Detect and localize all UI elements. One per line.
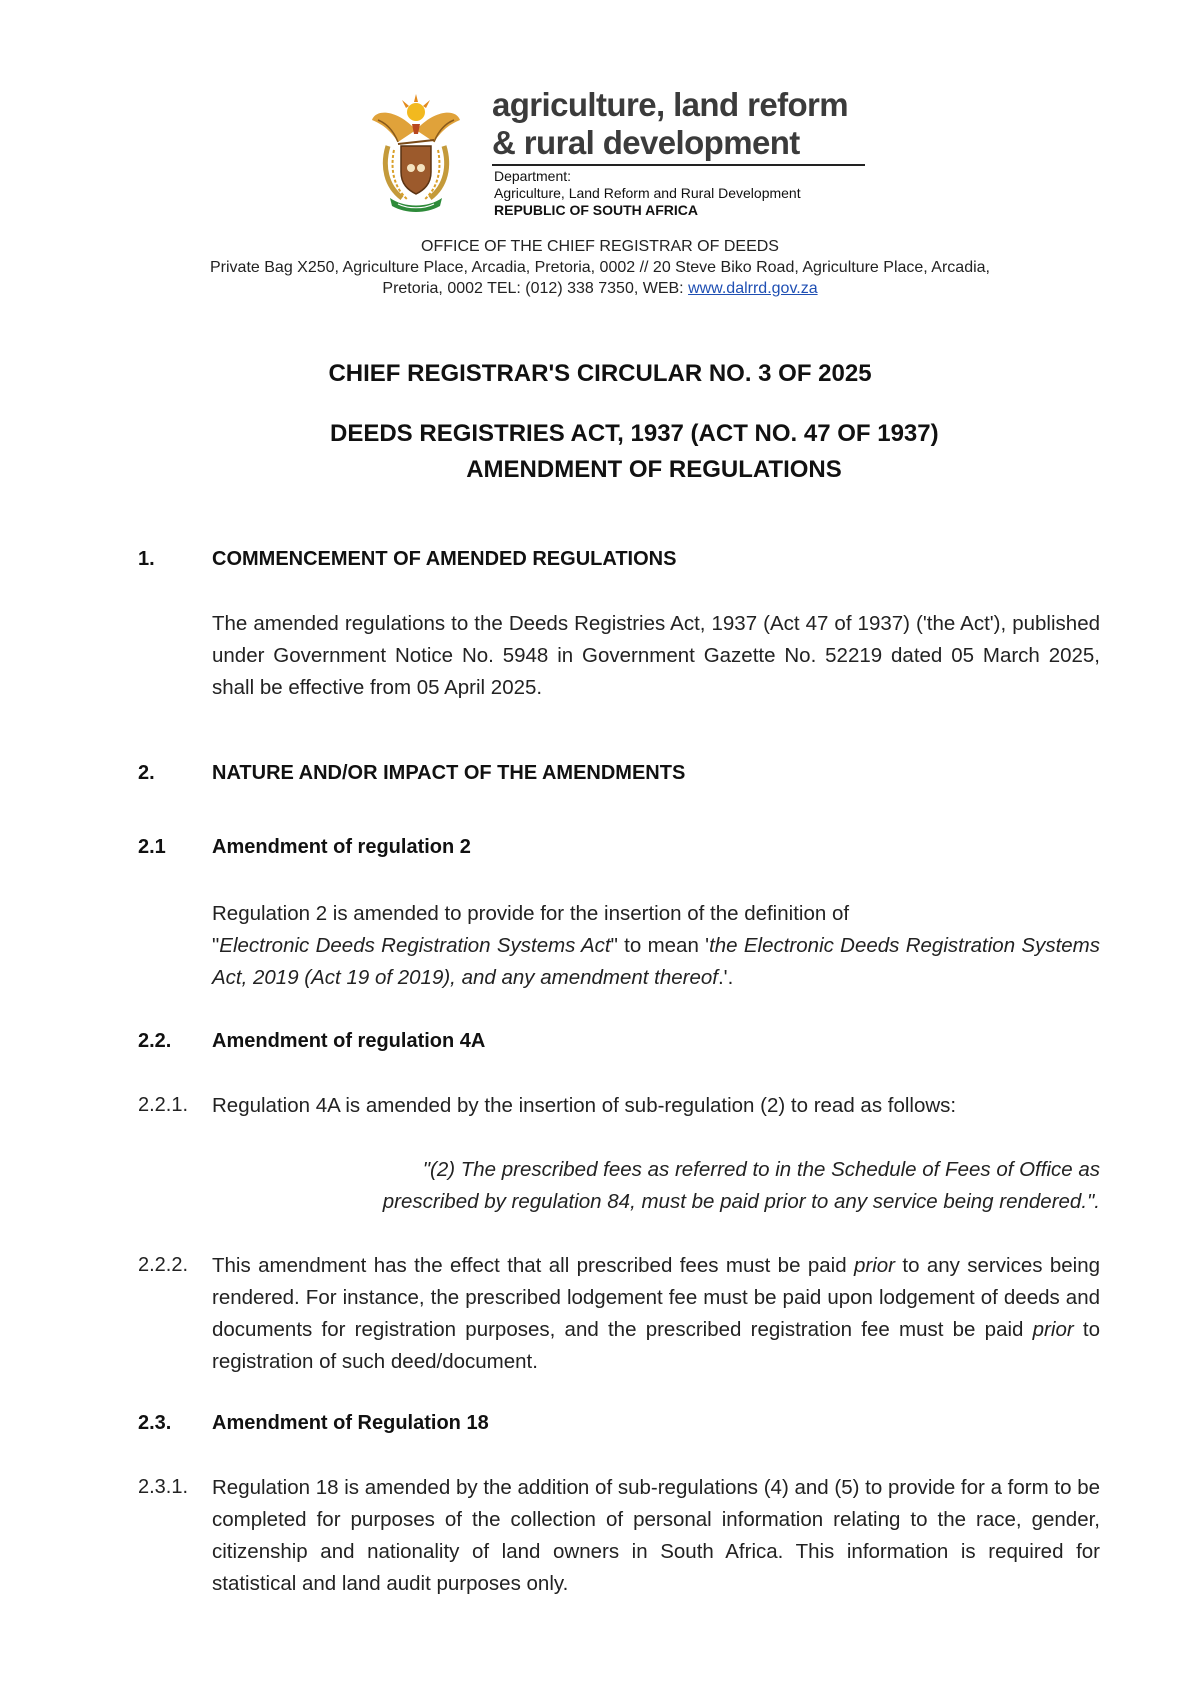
paragraph-number: 2.2.2. bbox=[138, 1254, 189, 1276]
defined-term: Electronic Deeds Registration Systems Act bbox=[219, 934, 611, 957]
circular-title: CHIEF REGISTRAR'S CIRCULAR NO. 3 OF 2025 bbox=[328, 360, 872, 387]
subject-title: AMENDMENT OF REGULATIONS bbox=[466, 456, 842, 483]
subsection-number: 2.1 bbox=[138, 836, 166, 858]
paragraph-number: 2.3.1. bbox=[138, 1476, 189, 1498]
quote-mark: " bbox=[212, 934, 220, 957]
quoted-regulation-line-1: "(2) The prescribed fees as referred to in the Schedule of Fees of Office as bbox=[422, 1158, 1100, 1181]
definition-text: the Electronic Deeds Registration Systems Act, 2019 (Act 19 of 2019), and any amendment thereof bbox=[212, 934, 1101, 989]
subsection-heading: Amendment of regulation 2 bbox=[212, 836, 471, 858]
act-title: DEEDS REGISTRIES ACT, 1937 (ACT NO. 47 OF 1937) bbox=[330, 420, 939, 447]
section-number: 1. bbox=[138, 548, 155, 570]
paragraph-body: Regulation 18 is amended by the addition of sub-regulations (4) and (5) to provide for a form to be completed for purposes of the collection of personal information relating to the race, gender, citizenship and nationality of land owners in South Africa. This information is required for statistical and land audit purposes only. bbox=[212, 1476, 1100, 1595]
coat-of-arms-icon bbox=[368, 90, 464, 216]
website-link[interactable]: www.dalrrd.gov.za bbox=[688, 280, 818, 297]
department-label: Department: bbox=[494, 168, 572, 184]
country-name: REPUBLIC OF SOUTH AFRICA bbox=[494, 202, 699, 218]
paragraph-text: This amendment has the effect that all prescribed fees must be paid bbox=[212, 1254, 854, 1277]
paragraph-text: to any services being rendered. For instance, the prescribed lodgement fee must be paid upon lodgement of deeds and documents for registration purposes, and the prescribed registration fee must be paid bbox=[212, 1254, 1100, 1341]
subsection-heading: Amendment of regulation 4A bbox=[212, 1030, 486, 1052]
emphasis-prior: prior bbox=[853, 1254, 895, 1277]
subsection-body bbox=[212, 930, 1100, 994]
section-heading: NATURE AND/OR IMPACT OF THE AMENDMENTS bbox=[212, 762, 686, 784]
quoted-regulation bbox=[222, 1154, 1100, 1218]
subsection-body-line: Regulation 2 is amended to provide for the insertion of the definition of bbox=[212, 902, 850, 925]
letterhead-divider bbox=[492, 164, 865, 166]
subsection-number: 2.3. bbox=[138, 1412, 172, 1434]
paragraph-text: to registration of such deed/document. bbox=[212, 1318, 1100, 1373]
section-body: The amended regulations to the Deeds Registries Act, 1937 (Act 47 of 1937) ('the Act'), published under Government Notice No. 5948 in Government Gazette No. 52219 dated 05 March 2025, shall be effective from 05 April 2025. bbox=[212, 612, 1100, 699]
office-address-line-2 bbox=[0, 278, 1200, 299]
paragraph-body bbox=[212, 1250, 1100, 1378]
definition-connector: " to mean ' bbox=[610, 934, 710, 957]
subsection-number: 2.2. bbox=[138, 1030, 172, 1052]
office-name: OFFICE OF THE CHIEF REGISTRAR OF DEEDS bbox=[421, 238, 779, 255]
paragraph-body: Regulation 4A is amended by the insertion of sub-regulation (2) to read as follows: bbox=[212, 1094, 957, 1117]
office-contact-text: Pretoria, 0002 TEL: (012) 338 7350, WEB: bbox=[382, 280, 689, 297]
department-name: Agriculture, Land Reform and Rural Development bbox=[494, 185, 801, 201]
department-brand-line-1: agriculture, land reform bbox=[492, 86, 849, 123]
paragraph-number: 2.2.1. bbox=[138, 1094, 189, 1116]
emphasis-prior: prior bbox=[1032, 1318, 1074, 1341]
section-heading: COMMENCEMENT OF AMENDED REGULATIONS bbox=[212, 548, 677, 570]
definition-close: .'. bbox=[717, 966, 734, 989]
office-address-line-1: Private Bag X250, Agriculture Place, Arcadia, Pretoria, 0002 // 20 Steve Biko Road, Agriculture Place, Arcadia, bbox=[210, 259, 990, 276]
subsection-heading: Amendment of Regulation 18 bbox=[212, 1412, 489, 1434]
section-number: 2. bbox=[138, 762, 155, 784]
quoted-regulation-line-2: prescribed by regulation 84, must be paid prior to any service being rendered.". bbox=[382, 1190, 1100, 1213]
department-brand-line-2: & rural development bbox=[492, 124, 800, 161]
